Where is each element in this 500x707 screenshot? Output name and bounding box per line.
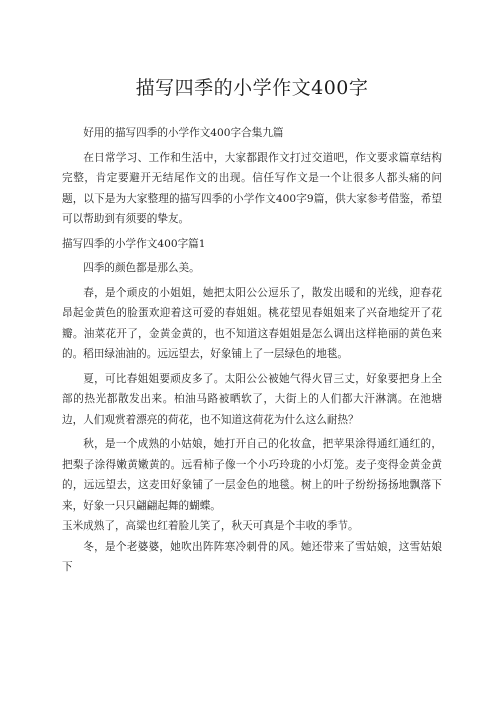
intro-paragraph: 在日常学习、工作和生活中，大家都跟作文打过交道吧，作文要求篇章结构完整，肯定要避开无结尾作文的出现。信任写作文是一个让很多人都头痛的问题，以下是为大家整理的描写四季的小学作文400字9篇，供大家参考借鉴，希望可以帮助到有须要的挚友。 bbox=[62, 151, 442, 225]
document-body bbox=[62, 123, 442, 577]
essay-paragraph: 四季的颜色都是那么美。 bbox=[83, 262, 200, 275]
section-heading: 描写四季的小学作文400字篇1 bbox=[62, 237, 206, 250]
summer-paragraph: 夏，可比春姐姐要顽皮多了。太阳公公被她气得火冒三丈，好象要把身上全部的热光都散发出来。柏油马路被晒软了，大街上的人们都大汗淋漓。在池塘边，人们观赏着漂亮的荷花，也不知道这荷花为什么这么耐热？ bbox=[62, 372, 442, 426]
spring-paragraph: 春，是个顽皮的小姐姐，她把太阳公公逗乐了，散发出暖和的光线，迎春花昂起金黄色的脸蛋欢迎着这可爱的春姐姐。桃花望见春姐姐来了兴奋地绽开了花瓣。油菜花开了，金黄金黄的，也不知道这春姐姐是怎么调出这样艳丽的黄色来的。稻田绿油油的。远远望去，好象铺上了一层绿色的地毯。 bbox=[62, 287, 442, 361]
subtitle-paragraph: 好用的描写四季的小学作文400字合集九篇 bbox=[83, 127, 284, 139]
winter-paragraph: 冬，是个老婆婆，她吹出阵阵寒冷刺骨的风。她还带来了雪姑娘，这雪姑娘下 bbox=[62, 540, 442, 573]
autumn-paragraph: 秋，是一个成熟的小姑娘，她打开自己的化妆盒，把苹果涂得通红通红的，把梨子涂得嫩黄嫩黄的。远看柿子像一个小巧玲珑的小灯笼。麦子变得金黄金黄的，远远望去，这麦田好象铺了一层金色的地毯。树上的叶子纷纷扬扬地飘落下来，好象一只只翩翩起舞的蝴蝶。 bbox=[62, 438, 442, 512]
harvest-paragraph: 玉米成熟了，高粱也红着脸儿笑了，秋天可真是个丰收的季节。 bbox=[62, 520, 359, 533]
document-title: 描写四季的小学作文400字 bbox=[135, 77, 369, 99]
